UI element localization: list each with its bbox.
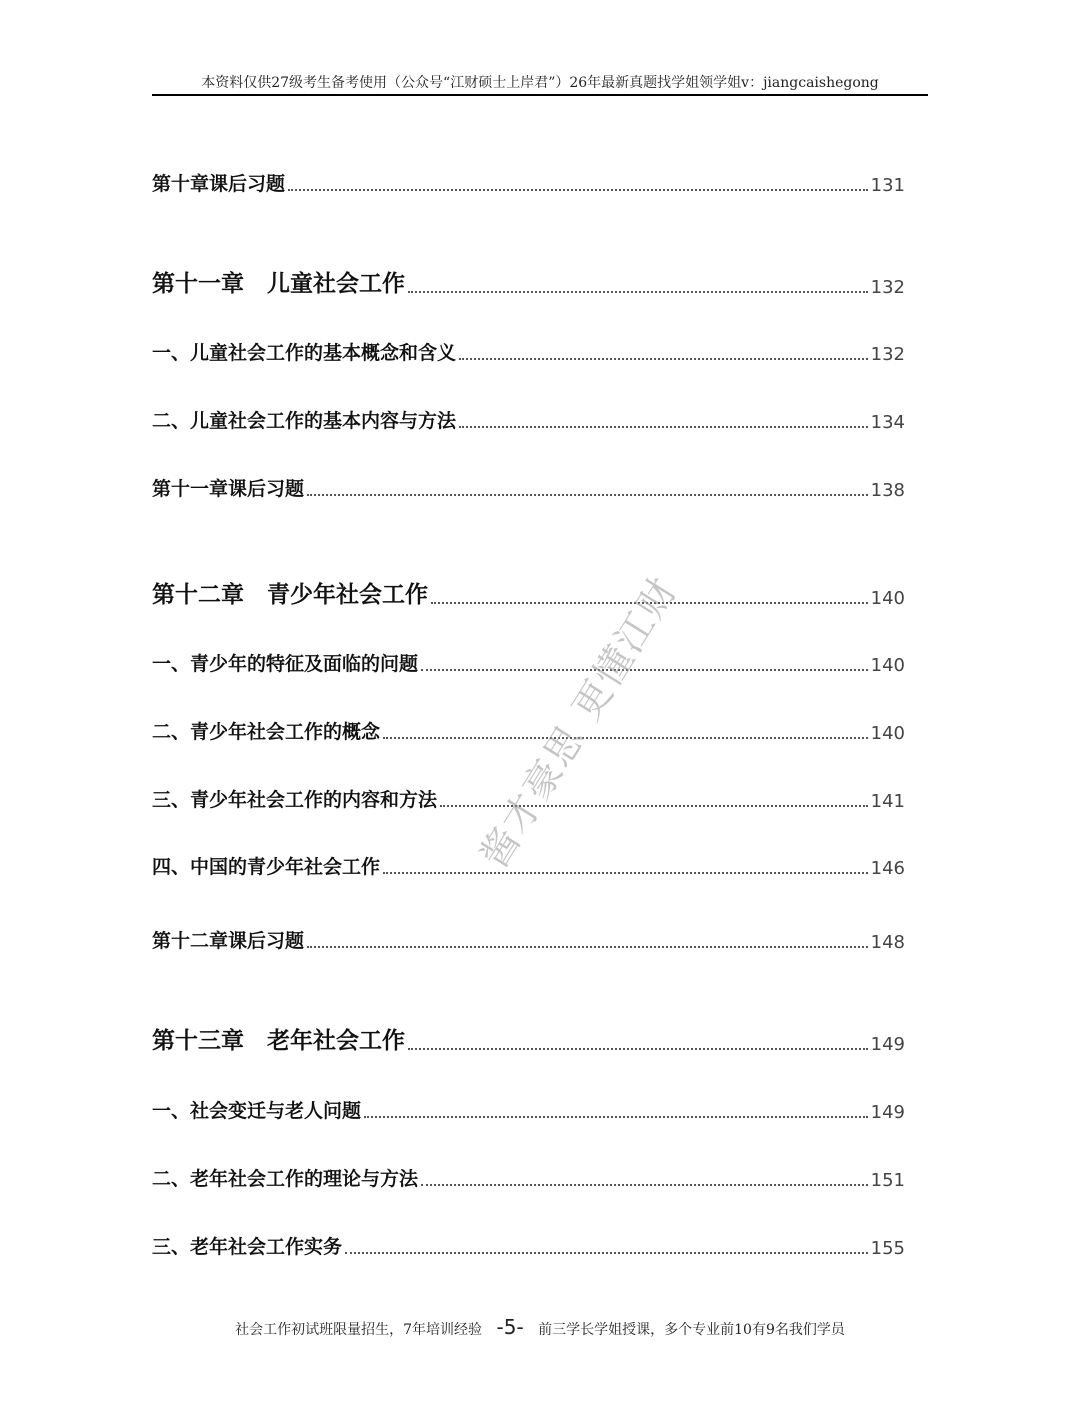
footer-page-number: -5- — [496, 1315, 524, 1339]
toc-entry[interactable] — [152, 1097, 905, 1123]
toc-entry-title: 第十二章 青少年社会工作 — [152, 582, 428, 608]
toc-chapter-entry[interactable] — [152, 577, 905, 609]
dot-leader — [383, 872, 868, 874]
toc-entry[interactable] — [152, 1165, 905, 1191]
page-footer — [120, 1315, 960, 1339]
toc-entry-title: 第十一章 儿童社会工作 — [152, 271, 405, 297]
toc-entry-title: 第十章课后习题 — [152, 173, 286, 195]
dot-leader — [421, 1184, 868, 1186]
dot-leader — [307, 494, 868, 496]
toc-page-number: 148 — [870, 932, 905, 953]
toc-entry[interactable] — [152, 927, 905, 953]
toc-page-number: 134 — [870, 412, 905, 433]
toc-chapter-entry[interactable] — [152, 1023, 905, 1055]
toc-entry-title: 四、中国的青少年社会工作 — [152, 856, 381, 878]
toc-entry-title: 二、儿童社会工作的基本内容与方法 — [152, 410, 457, 432]
toc-page-number: 132 — [870, 277, 905, 298]
toc-page-number: 140 — [870, 655, 905, 676]
dot-leader — [383, 737, 868, 739]
toc-entry-title: 一、青少年的特征及面临的问题 — [152, 653, 419, 675]
dot-leader — [364, 1116, 868, 1118]
toc-entry-title: 第十三章 老年社会工作 — [152, 1028, 405, 1054]
dot-leader — [408, 1048, 868, 1050]
toc-entry[interactable] — [152, 407, 905, 433]
toc-page-number: 140 — [870, 588, 905, 609]
toc-page-number: 146 — [870, 858, 905, 879]
toc-page-number: 138 — [870, 480, 905, 501]
toc-entry[interactable] — [152, 170, 905, 196]
footer-right-text: 前三学长学姐授课，多个专业前10有9名我们学员 — [538, 1322, 845, 1338]
running-header: 本资料仅供27级考生备考使用（公众号“江财硕士上岸君”）26年最新真题找学姐领学姐v：jiangcaishegong — [201, 75, 879, 91]
toc-entry-title: 二、老年社会工作的理论与方法 — [152, 1168, 419, 1190]
toc-page-number: 131 — [870, 175, 905, 196]
toc-page-number: 140 — [870, 723, 905, 744]
dot-leader — [345, 1252, 868, 1254]
toc-entry-title: 第十一章课后习题 — [152, 478, 305, 500]
toc-page-number: 132 — [870, 344, 905, 365]
toc-page-number: 149 — [870, 1034, 905, 1055]
toc-entry[interactable] — [152, 339, 905, 365]
toc-entry-title: 第十二章课后习题 — [152, 930, 305, 952]
toc-entry-title: 三、青少年社会工作的内容和方法 — [152, 789, 438, 811]
toc-entry[interactable] — [152, 475, 905, 501]
toc-page-number: 155 — [870, 1238, 905, 1259]
toc-entry[interactable] — [152, 853, 905, 879]
toc-page-number: 141 — [870, 791, 905, 812]
toc-entry-title: 一、儿童社会工作的基本概念和含义 — [152, 342, 457, 364]
watermark: 酱才豪思 更懂江财 — [471, 568, 687, 876]
dot-leader — [288, 189, 868, 191]
toc-page-number: 151 — [870, 1170, 905, 1191]
dot-leader — [421, 669, 868, 671]
dot-leader — [459, 426, 868, 428]
dot-leader — [459, 358, 868, 360]
toc-page-number: 149 — [870, 1102, 905, 1123]
toc-entry[interactable] — [152, 1233, 905, 1259]
dot-leader — [408, 291, 868, 293]
toc-entry-title: 二、青少年社会工作的概念 — [152, 721, 381, 743]
toc-entry[interactable] — [152, 650, 905, 676]
footer-left-text: 社会工作初试班限量招生，7年培训经验 — [235, 1322, 483, 1338]
dot-leader — [307, 946, 868, 948]
toc-entry-title: 一、社会变迁与老人问题 — [152, 1100, 362, 1122]
header-rule — [152, 94, 928, 96]
toc-entry-title: 三、老年社会工作实务 — [152, 1236, 343, 1258]
toc-chapter-entry[interactable] — [152, 266, 905, 298]
toc-entry[interactable] — [152, 718, 905, 744]
